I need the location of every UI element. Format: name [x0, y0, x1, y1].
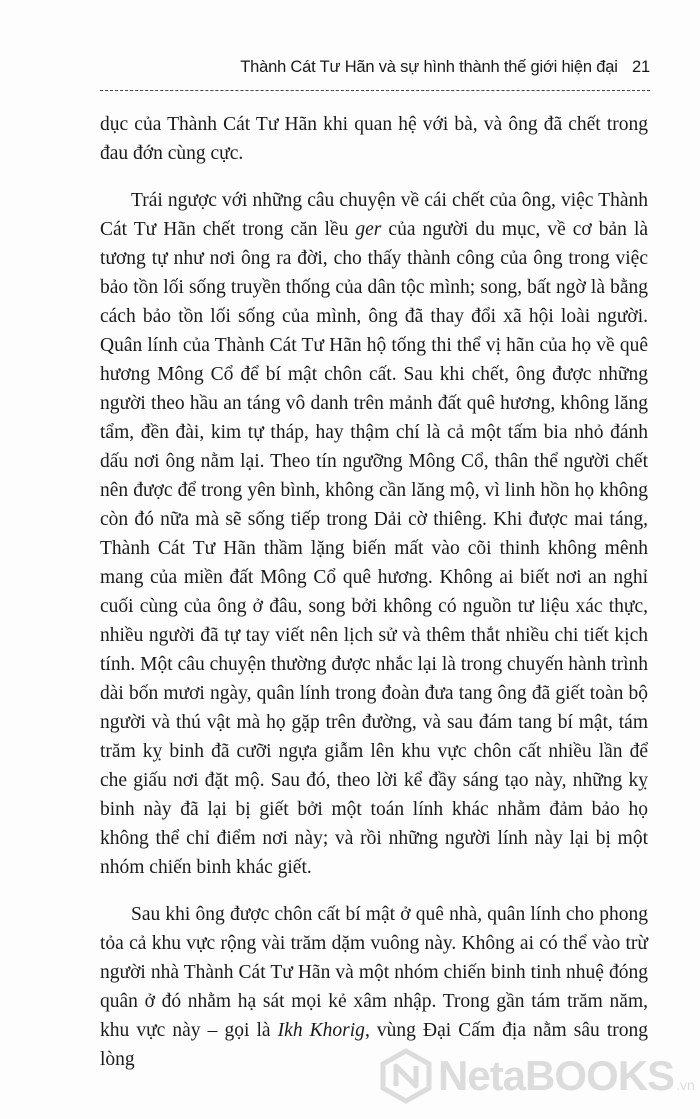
- netabooks-logo-icon: [378, 1048, 434, 1104]
- body-text: [100, 110, 648, 1074]
- text-run: Sau khi ông được chôn cất bí mật ở quê nhà, quân lính cho phong tỏa cả khu vực rộng vài trăm dặm vuông này. Không ai có thể vào trừ người nhà Thành Cát Tư Hãn và một nhóm chiến binh tinh nhuệ đóng quân ở đó nhằm hạ sát mọi kẻ xâm nhập. Trong gần tám trăm năm, khu vực này – gọi là: [100, 904, 648, 1041]
- text-run: Trái ngược với những câu chuyện về cái chết của ông, việc Thành Cát Tư Hãn chết trong căn lều: [100, 190, 648, 240]
- paragraph-2: [100, 186, 648, 882]
- italic-term: ger: [355, 219, 382, 240]
- watermark-tld: .vn: [676, 1077, 695, 1093]
- paragraph-1: [100, 110, 648, 168]
- page-number: 21: [632, 58, 650, 76]
- running-header-title: Thành Cát Tư Hãn và sự hình thành thế giới hiện đại: [240, 58, 618, 76]
- watermark-brand: NetaBOOKS: [438, 1052, 675, 1099]
- italic-term: Ikh Khorig: [277, 1020, 365, 1041]
- netabooks-watermark: [378, 1040, 700, 1112]
- text-run: của người du mục, về cơ bản là tương tự như nơi ông ra đời, cho thấy thành công của ông trong việc bảo tồn lối sống truyền thống của dân tộc mình; song, bất ngờ là bằng cách bảo tồn lối sống của mình, ông đã thay đổi xã hội loài người. Quân lính của Thành Cát Tư Hãn hộ tống thi thể vị hãn của họ về quê hương Mông Cổ để bí mật chôn cất. Sau khi chết, ông được những người theo hầu an táng vô danh trên mảnh đất quê hương, không lăng tẩm, đền đài, kim tự tháp, hay thậm chí là cả một tấm bia nhỏ đánh dấu nơi ông nằm lại. Theo tín ngưỡng Mông Cổ, thân thể người chết nên được để trong yên bình, không cần lăng mộ, vì linh hồn họ không còn đó nữa mà sẽ sống tiếp trong Dải cờ thiêng. Khi được mai táng, Thành Cát Tư Hãn thầm lặng biến mất vào cõi thinh không mênh mang của miền đất Mông Cổ quê hương. Không ai biết nơi an nghỉ cuối cùng của ông ở đâu, song bởi không có nguồn tư liệu xác thực, nhiều người đã tự tay viết nên lịch sử và thêm thắt nhiều chi tiết kịch tính. Một câu chuyện thường được nhắc lại là trong chuyến hành trình dài bốn mươi ngày, quân lính trong đoàn đưa tang ông đã giết toàn bộ người và thú vật mà họ gặp trên đường, và sau đám tang bí mật, tám trăm kỵ binh đã cưỡi ngựa giẫm lên khu vực chôn cất nhiều lần để che giấu nơi đặt mộ. Sau đó, theo lời kể đầy sáng tạo này, những kỵ binh này đã lại bị giết bởi một toán lính khác nhằm đảm bảo họ không thể chỉ điểm nơi này; và rồi những người lính này lại bị một nhóm chiến binh khác giết.: [100, 219, 649, 878]
- text-run: dục của Thành Cát Tư Hãn khi quan hệ với bà, và ông đã chết trong đau đớn cùng cực.: [100, 114, 648, 164]
- header-dashed-rule: [100, 90, 650, 91]
- running-header: [100, 58, 650, 90]
- text-run: , vùng Đại Cấm địa nằm sâu trong lòng: [100, 1020, 648, 1070]
